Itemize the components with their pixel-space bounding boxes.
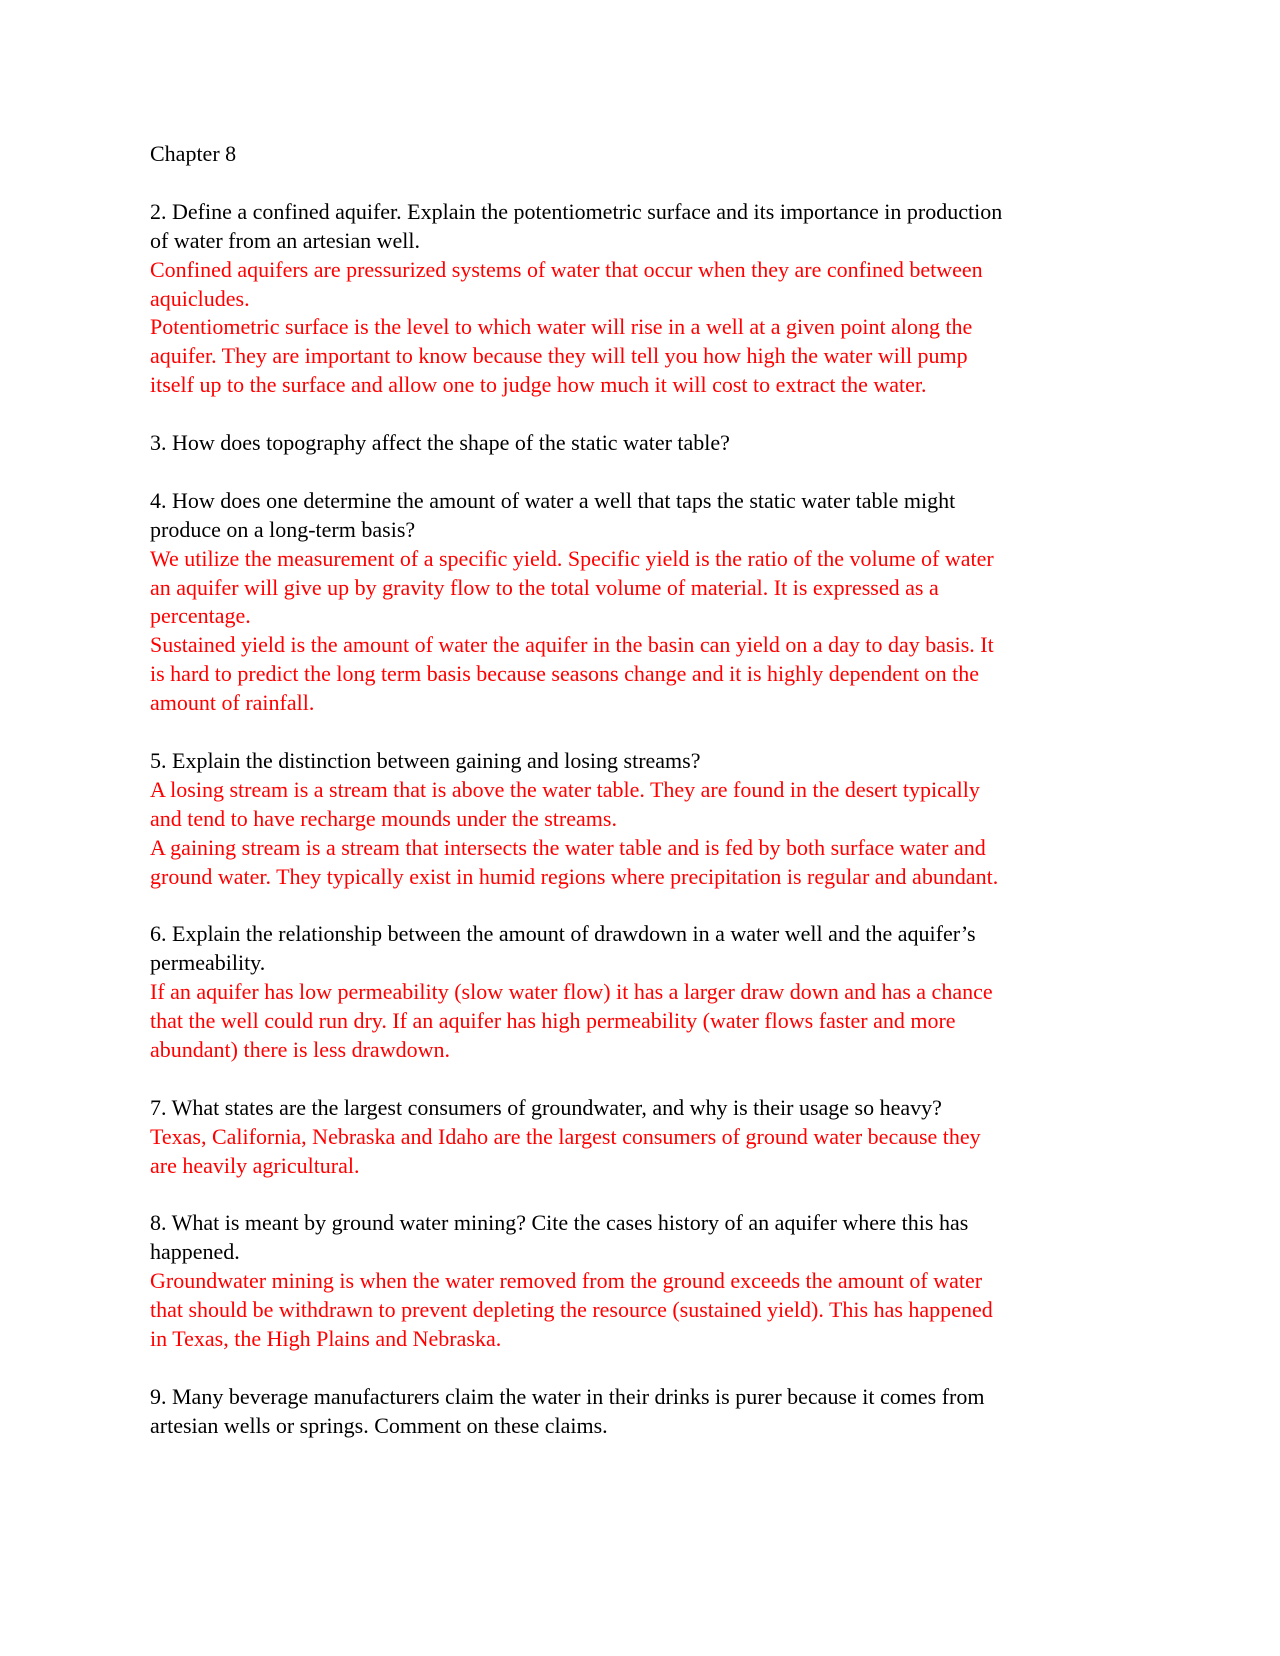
question-block — [150, 1094, 1130, 1181]
question-text: happened. — [150, 1239, 240, 1265]
answer-text: percentage. — [150, 603, 251, 629]
paragraph-gap — [150, 400, 1130, 429]
question-text: 6. Explain the relationship between the amount of drawdown in a water well and the aquifer’s — [150, 921, 976, 947]
answer-text: an aquifer will give up by gravity flow to the total volume of material. It is expressed as a — [150, 574, 939, 600]
answer-text: If an aquifer has low permeability (slow water flow) it has a larger draw down and has a chance — [150, 979, 993, 1005]
answer-text: amount of rainfall. — [150, 690, 315, 716]
answer-text: is hard to predict the long term basis because seasons change and it is highly dependent on the — [150, 661, 980, 687]
answer-text: that should be withdrawn to prevent depleting the resource (sustained yield). This has happened — [150, 1297, 993, 1323]
paragraph-gap — [150, 718, 1130, 747]
answer-text: in Texas, the High Plains and Nebraska. — [150, 1326, 502, 1352]
answer-text: ground water. They typically exist in humid regions where precipitation is regular and abundant. — [150, 863, 999, 889]
answer-text: A gaining stream is a stream that intersects the water table and is fed by both surface water and — [150, 834, 986, 860]
question-text: permeability. — [150, 950, 266, 976]
question-text: 4. How does one determine the amount of water a well that taps the static water table might — [150, 487, 956, 513]
answer-text: Groundwater mining is when the water removed from the ground exceeds the amount of water — [150, 1268, 983, 1294]
answer-text: Texas, California, Nebraska and Idaho are the largest consumers of ground water because they — [150, 1123, 981, 1149]
paragraph-gap — [150, 169, 1130, 198]
document-page — [150, 140, 1130, 1441]
question-text: 7. What states are the largest consumers of groundwater, and why is their usage so heavy? — [150, 1094, 942, 1120]
answer-text: aquifer. They are important to know because they will tell you how high the water will pump — [150, 343, 968, 369]
question-block — [150, 747, 1130, 892]
answer-text: Potentiometric surface is the level to which water will rise in a well at a given point along the — [150, 314, 973, 340]
answer-text: that the well could run dry. If an aquifer has high permeability (water flows faster and more — [150, 1008, 956, 1034]
paragraph-gap — [150, 1181, 1130, 1210]
answer-text: We utilize the measurement of a specific yield. Specific yield is the ratio of the volume of water — [150, 545, 994, 571]
question-text: produce on a long-term basis? — [150, 516, 416, 542]
question-block — [150, 920, 1130, 1065]
question-block — [150, 487, 1130, 718]
answer-text: and tend to have recharge mounds under the streams. — [150, 805, 617, 831]
question-text: 8. What is meant by ground water mining? Cite the cases history of an aquifer where this has — [150, 1210, 969, 1236]
question-text: 3. How does topography affect the shape of the static water table? — [150, 430, 730, 456]
paragraph-gap — [150, 892, 1130, 921]
paragraph-gap — [150, 458, 1130, 487]
question-text: 9. Many beverage manufacturers claim the water in their drinks is purer because it comes from — [150, 1383, 985, 1409]
question-block — [150, 198, 1130, 400]
question-text: of water from an artesian well. — [150, 227, 420, 253]
answer-text: abundant) there is less drawdown. — [150, 1037, 450, 1063]
answer-text: are heavily agricultural. — [150, 1152, 360, 1178]
question-block — [150, 429, 1130, 458]
answer-text: itself up to the surface and allow one to judge how much it will cost to extract the water. — [150, 372, 927, 398]
question-block — [150, 1209, 1130, 1354]
chapter-title: Chapter 8 — [150, 141, 237, 166]
answer-text: A losing stream is a stream that is above the water table. They are found in the desert typically — [150, 776, 980, 802]
question-text: 2. Define a confined aquifer. Explain the potentiometric surface and its importance in production — [150, 198, 1003, 224]
question-list — [150, 169, 1130, 1441]
answer-text: aquicludes. — [150, 285, 250, 311]
question-text: artesian wells or springs. Comment on these claims. — [150, 1412, 608, 1438]
paragraph-gap — [150, 1354, 1130, 1383]
paragraph-gap — [150, 1065, 1130, 1094]
answer-text: Confined aquifers are pressurized systems of water that occur when they are confined between — [150, 256, 983, 282]
question-block — [150, 1383, 1130, 1441]
answer-text: Sustained yield is the amount of water the aquifer in the basin can yield on a day to day basis. It — [150, 632, 994, 658]
question-text: 5. Explain the distinction between gaining and losing streams? — [150, 747, 701, 773]
